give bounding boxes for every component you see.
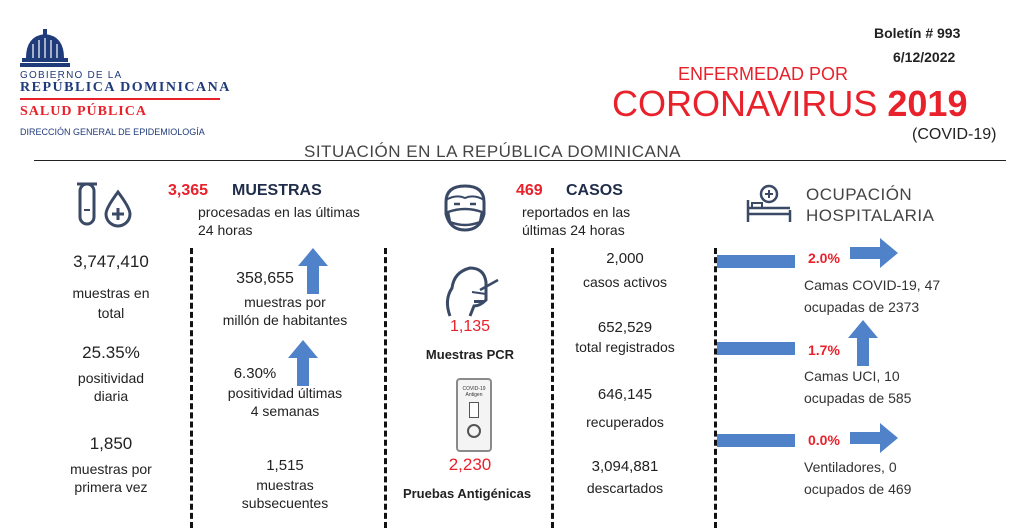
cases-count: 469 [516, 182, 543, 199]
logo-divider [20, 98, 220, 100]
samples-desc-2: 24 horas [198, 222, 253, 238]
icu-beds-label [804, 365, 911, 409]
hospital-heading [806, 184, 935, 226]
subsequent-samples [200, 457, 370, 512]
test-tube-drop-icon [76, 180, 138, 230]
pcr-value: 1,135 [449, 318, 491, 335]
daily-positivity-value: 25.35% [82, 343, 140, 362]
arrow-right-icon [850, 238, 898, 268]
pos4-value: 6.30% [233, 365, 277, 382]
total-samples-label-1: muestras en [72, 285, 150, 301]
total-samples-label-2: total [97, 305, 125, 321]
occupancy-bar-icu [717, 342, 795, 355]
icu-beds-label-1: Camas UCI, 10 [804, 368, 900, 384]
subsequent-label-2: subsecuentes [241, 495, 329, 511]
recovered-cases [560, 386, 690, 431]
active-label: casos activos [582, 274, 668, 290]
divider-3 [551, 248, 554, 528]
first-time-label-2: primera vez [74, 479, 148, 495]
cases-desc-1: reportados en las [522, 204, 631, 220]
kit-text-1: COVID-19 [462, 386, 486, 392]
divider-4 [714, 248, 717, 528]
ventilators-label-1: Ventiladores, 0 [804, 459, 897, 475]
subsequent-label-1: muestras [256, 477, 314, 493]
per-million-value: 358,655 [236, 270, 294, 287]
samples-per-million [200, 270, 370, 329]
total-samples-value: 3,747,410 [73, 252, 149, 271]
pcr-label: Muestras PCR [425, 347, 515, 362]
discarded-label: descartados [586, 480, 664, 496]
hospital-heading-1: OCUPACIÓN [806, 185, 913, 204]
recovered-value: 646,145 [597, 386, 653, 403]
cases-desc-2: últimas 24 horas [522, 222, 625, 238]
capitol-dome-icon [20, 28, 70, 68]
covid-beds-pct: 2.0% [808, 250, 840, 266]
pos4-label-2: 4 semanas [250, 403, 320, 419]
discarded-cases [560, 458, 690, 497]
daily-positivity-label-1: positividad [77, 370, 145, 386]
daily-positivity-label-2: diaria [93, 388, 129, 404]
occupancy-bar-ventilators [717, 434, 795, 447]
pos4-label-1: positividad últimas [227, 385, 343, 401]
title-year: 2019 [887, 83, 968, 124]
kit-window [469, 402, 479, 418]
covid-beds-label-1: Camas COVID-19, 47 [804, 277, 941, 293]
hospital-heading-2: HOSPITALARIA [806, 206, 935, 225]
org-line-4: DIRECCIÓN GENERAL DE EPIDEMIOLOGÍA [20, 127, 205, 137]
ventilators-label [804, 456, 911, 500]
org-line-1: GOBIERNO DE LA [20, 70, 123, 81]
cases-heading: CASOS [566, 182, 623, 199]
positivity-4-weeks [200, 365, 370, 420]
title-big [612, 84, 967, 124]
samples-heading: MUESTRAS [232, 182, 322, 199]
antigen-value: 2,230 [448, 455, 492, 474]
title-word: CORONAVIRUS [612, 83, 878, 124]
title-sub: (COVID-19) [912, 126, 997, 143]
icu-beds-pct: 1.7% [808, 342, 840, 358]
antigen-label: Pruebas Antigénicas [402, 486, 532, 501]
nasal-swab-icon [440, 260, 500, 318]
hospital-bed-icon [746, 184, 792, 224]
ventilators-pct: 0.0% [808, 432, 840, 448]
ventilators-label-2: ocupados de 469 [804, 481, 912, 497]
kit-well [467, 424, 481, 438]
first-time-value: 1,850 [89, 434, 133, 453]
total-cases-label: total registrados [575, 339, 675, 355]
antigen-kit-icon [456, 378, 492, 452]
total-cases [560, 319, 690, 356]
arrow-right-icon [850, 423, 898, 453]
covid-beds-label [804, 274, 940, 318]
situation-title: SITUACIÓN EN LA REPÚBLICA DOMINICANA [304, 142, 681, 161]
title-small: ENFERMEDAD POR [678, 64, 849, 84]
org-line-2: REPÚBLICA DOMINICANA [20, 80, 231, 95]
masked-face-icon [440, 182, 490, 234]
kit-text-2: Antigen [465, 392, 483, 398]
divider-2 [384, 248, 387, 528]
first-time-label-1: muestras por [70, 461, 152, 477]
per-million-label-2: millón de habitantes [222, 312, 348, 328]
per-million-label-1: muestras por [244, 294, 326, 310]
icu-beds-label-2: ocupadas de 585 [804, 390, 912, 406]
subsequent-value: 1,515 [266, 457, 304, 474]
samples-desc-1: procesadas en las últimas [198, 204, 360, 220]
bulletin-date: 6/12/2022 [893, 49, 956, 65]
recovered-label: recuperados [586, 414, 664, 430]
total-samples [46, 252, 176, 322]
daily-positivity [46, 343, 176, 405]
first-time-samples [46, 434, 176, 496]
bulletin-number: Boletín # 993 [874, 25, 961, 41]
active-value: 2,000 [606, 250, 644, 267]
total-cases-value: 652,529 [597, 319, 653, 336]
active-cases [560, 250, 690, 291]
covid-beds-label-2: ocupadas de 2373 [804, 299, 920, 315]
arrow-up-icon [848, 320, 878, 366]
divider-1 [190, 248, 193, 528]
samples-count: 3,365 [168, 182, 209, 199]
occupancy-bar-covid [717, 255, 795, 268]
discarded-value: 3,094,881 [591, 458, 659, 475]
org-line-3: SALUD PÚBLICA [20, 104, 147, 119]
